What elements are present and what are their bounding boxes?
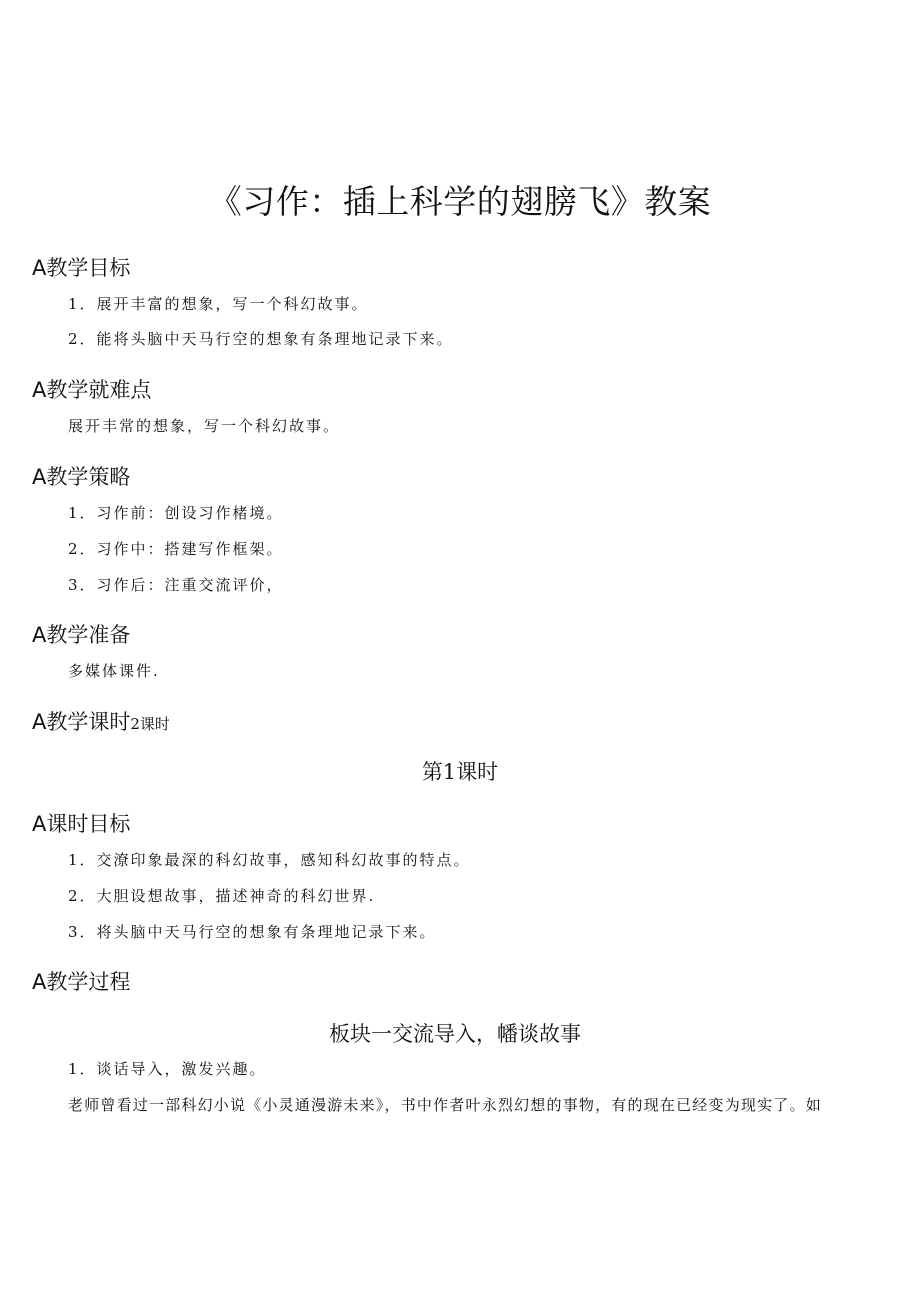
process-item: 1．谈话导入，激发兴趣。: [68, 1060, 267, 1078]
lesson-goal-item: 3．将头脑中天马行空的想象有条理地记录下来。: [68, 923, 437, 941]
section-heading-goals: A教学目标: [32, 256, 131, 280]
hours-value: 2课时: [130, 715, 170, 733]
section-heading-strategy: A教学策略: [32, 465, 131, 489]
process-paragraph: 老师曾看过一部科幻小说《小灵通漫游未来》，书中作者叶永烈幻想的事物，有的现在已经变为现实了。如: [68, 1096, 822, 1114]
difficulty-text: 展开丰常的想象，写一个科幻故事。: [68, 417, 341, 435]
section-heading-lesson-goals: A课时目标: [32, 812, 131, 836]
goal-item: 2．能将头脑中天马行空的想象有条理地记录下来。: [68, 330, 454, 348]
strategy-item: 2．习作中：搭建写作框架。: [68, 540, 284, 558]
section-heading-hours: [32, 706, 170, 736]
strategy-item: 1．习作前：创设习作楮境。: [68, 504, 284, 522]
strategy-item: 3．习作后：注重交流评价，: [68, 576, 284, 594]
section-heading-process: A教学过程: [32, 970, 131, 994]
lesson-heading: 第1课时: [421, 760, 499, 784]
lesson-goal-item: 1．交潦印象最深的科幻故事，感知科幻故事的特点。: [68, 851, 471, 869]
preparation-text: 多媒体课件.: [68, 662, 160, 680]
hours-label: A教学课时: [32, 710, 131, 734]
goal-item: 1．展开丰富的想象，写一个科幻故事。: [68, 295, 369, 313]
lesson-goal-item: 2．大胆设想故事，描述神奇的科幻世界.: [68, 887, 376, 905]
section-heading-difficulty: A教学就难点: [32, 378, 152, 402]
document-title: 《习作：插上科学的翅膀飞》教案: [208, 182, 712, 221]
block-title: 板块一交流导入，幡谈故事: [329, 1022, 581, 1046]
section-heading-preparation: A教学准备: [32, 623, 131, 647]
